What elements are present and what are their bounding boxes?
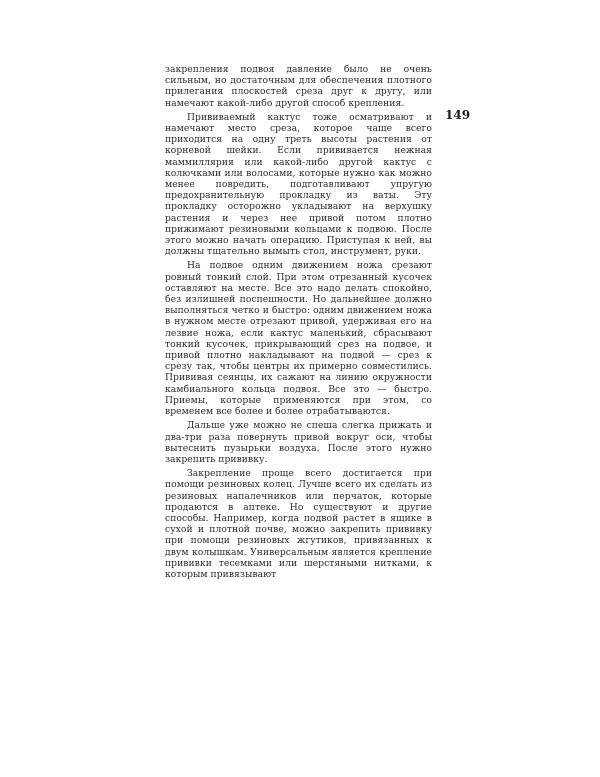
paragraph: Прививаемый кактус тоже осматривают и намечают место среза, которое чаще всего приходится на одну треть высоты растения от корневой шейки. Если прививается нежная маммиллярия или какой-либо другой кактус с колючками или волосами, которые нужно как можно менее повредить, подготавливают упругую предохранительную прокладку из ваты. Эту прокладку осторожно укладывают на верхушку растения и через нее привой потом плотно прижимают резиновыми кольцами к подвою. После этого можно начать операцию. Приступая к ней, вы должны тщательно вымыть стол, инструмент, руки. [165, 111, 432, 258]
body-text [165, 64, 432, 580]
paragraph: Дальше уже можно не спеша слегка прижать и два-три раза повернуть привой вокруг оси, чтобы вытеснить пузырьки воздуха. После этого нужно закрепить прививку. [165, 420, 432, 465]
page-number: 149 [445, 108, 471, 122]
paragraph: Закрепление проще всего достигается при помощи резиновых колец. Лучше всего их сделать из резиновых напалечников или перчаток, которые продаются в аптеке. Но существуют и другие способы. Например, когда подвой растет в ящике в сухой и плотной почве, можно закрепить прививку при помощи резиновых жгутиков, привязанных к двум колышкам. Универсальным является крепление прививки тесемками или шерстяными нитками, к которым привязывают [165, 468, 432, 580]
paragraph: На подвое одним движением ножа срезают ровный тонкий слой. При этом отрезанный кусочек оставляют на месте. Все это надо делать спокойно, без излишней поспешности. Но дальнейшее должно выполняться четко и быстро: одним движением ножа в нужном месте отрезают привой, удерживая его на лезвие ножа, если кактус маленький, сбрасывают тонкий кусочек, прикрывающий срез на подвое, и привой плотно накладывают на подвой — срез к срезу так, чтобы центры их примерно совместились. Прививая сеянцы, их сажают на линию окружности камбиального кольца подвоя. Все это — быстро. Приемы, которые применяются при этом, со временем все более и более отрабатываются. [165, 260, 432, 418]
paragraph-continuation: закрепления подвоя давление было не очень сильным, но достаточным для обеспечения плотного прилегания плоскостей среза друг к другу, или намечают какой-либо другой способ крепления. [165, 64, 432, 109]
